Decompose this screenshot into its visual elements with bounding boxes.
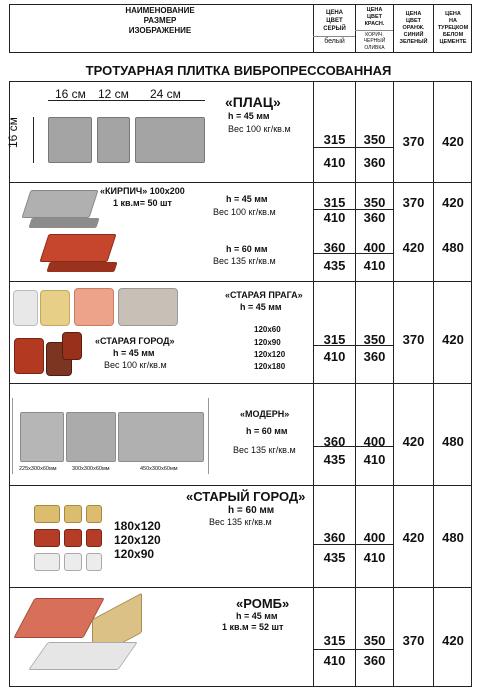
price-red: 350 <box>363 132 386 147</box>
price-red-dark: 360 <box>363 653 386 668</box>
praga-size: 120х180 <box>254 362 286 371</box>
header-text: ЗЕЛЕНЫЙ <box>399 38 428 45</box>
table-divider <box>313 81 314 687</box>
romb-name: «РОМБ» <box>236 596 290 611</box>
gorod-size: 180х120 <box>114 519 161 533</box>
price-gray-white: 435 <box>323 550 346 565</box>
gorod-tile-red-1 <box>34 529 60 547</box>
header-subdivider <box>313 36 355 37</box>
dim-label-12: 12 см <box>98 87 129 101</box>
praga-gorod-weight: Вес 100 кг/кв.м <box>104 360 167 370</box>
header-text: ЦЕНА <box>445 10 461 17</box>
gorod-tile-white-3 <box>86 553 102 571</box>
header-text: НАИМЕНОВАНИЕ <box>125 6 195 15</box>
modern-size: 450х300х60мм <box>140 466 178 472</box>
price-gray: 360 <box>323 240 346 255</box>
dim-label-side: 16 см <box>6 117 20 148</box>
praga-tile-red <box>14 338 44 374</box>
header-text: КРАСН. <box>364 20 385 27</box>
price-orange: 370 <box>402 633 425 648</box>
price-gray: 315 <box>323 195 346 210</box>
header-text: ЧЕРНЫЙ <box>363 38 386 45</box>
gorod-tile-white-2 <box>64 553 82 571</box>
kirpich-per-m2: 1 кв.м= 50 шт <box>113 198 172 208</box>
price-red: 400 <box>363 434 386 449</box>
header-text: СЕРЫЙ <box>323 26 346 32</box>
gorod-tile-yellow-2 <box>64 505 82 523</box>
price-white: 480 <box>442 530 464 545</box>
price-white: 480 <box>442 240 464 255</box>
praga-tile-white <box>13 290 38 326</box>
header-white-column <box>434 6 472 50</box>
praga-tile-darkred <box>62 332 82 360</box>
praga-gorod-height: h = 45 мм <box>113 348 155 358</box>
price-orange: 420 <box>402 530 425 545</box>
header-text: ТУРЕЦКОМ <box>437 24 469 31</box>
price-orange: 370 <box>402 195 425 210</box>
price-subseparator <box>313 649 393 650</box>
price-red: 350 <box>363 332 386 347</box>
praga-height: h = 45 мм <box>240 302 282 312</box>
header-text: ЦВЕТ <box>326 18 343 24</box>
price-white: 420 <box>442 134 464 149</box>
table-divider <box>393 81 394 687</box>
price-white: 420 <box>442 332 464 347</box>
price-red: 350 <box>363 195 386 210</box>
price-red-dark: 360 <box>363 349 386 364</box>
modern-tile-225 <box>20 412 64 462</box>
header-text: КОРИЧ. <box>365 31 384 38</box>
header-red-column <box>356 5 393 29</box>
header-text: ЦЕМЕНТЕ <box>439 38 467 45</box>
praga-gorod-name: «СТАРАЯ ГОРОД» <box>95 336 175 346</box>
price-gray: 360 <box>323 530 346 545</box>
price-white: 480 <box>442 434 464 449</box>
price-red: 400 <box>363 530 386 545</box>
price-gray-white: 410 <box>323 210 346 225</box>
price-gray-white: 435 <box>323 258 346 273</box>
kirpich-h2: h = 60 мм <box>226 244 268 254</box>
price-gray-white: 410 <box>323 653 346 668</box>
header-text: ЦВЕТ <box>366 13 383 20</box>
gorod-height: h = 60 мм <box>228 505 275 516</box>
kirpich-gray-tile-side <box>28 218 99 228</box>
table-divider <box>355 81 356 687</box>
praga-size: 120х120 <box>254 350 286 359</box>
kirpich-name: «КИРПИЧ» 100х200 <box>100 186 185 196</box>
price-orange: 370 <box>402 332 425 347</box>
dim-label-16: 16 см <box>55 87 86 101</box>
price-subseparator <box>313 147 393 148</box>
gorod-size: 120х90 <box>114 547 155 561</box>
price-red-dark: 410 <box>363 550 386 565</box>
gorod-tile-yellow-1 <box>34 505 60 523</box>
price-gray-white: 410 <box>323 155 346 170</box>
modern-size: 225х300х60мм <box>19 466 57 472</box>
price-gray: 315 <box>323 332 346 347</box>
price-gray-white: 435 <box>323 452 346 467</box>
price-white: 420 <box>442 195 464 210</box>
kirpich-w1: Вес 100 кг/кв.м <box>213 207 276 217</box>
gorod-tile-red-3 <box>86 529 102 547</box>
praga-tile-peach <box>74 288 114 326</box>
header-text: ЦЕНА <box>366 6 383 13</box>
plats-tile-16 <box>48 117 92 163</box>
kirpich-w2: Вес 135 кг/кв.м <box>213 256 276 266</box>
modern-name: «МОДЕРН» <box>240 409 290 419</box>
plats-height: h = 45 мм <box>228 111 270 121</box>
gorod-tile-yellow-3 <box>86 505 102 523</box>
price-red-dark: 410 <box>363 452 386 467</box>
plats-weight: Вес 100 кг/кв.м <box>228 124 291 134</box>
header-text: СИНИЙ <box>403 31 424 38</box>
price-gray: 315 <box>323 132 346 147</box>
modern-size: 300х300х60мм <box>72 466 110 472</box>
price-orange: 420 <box>402 434 425 449</box>
price-gray: 360 <box>323 434 346 449</box>
praga-size: 120х90 <box>254 338 281 347</box>
header-text: ЦЕНА <box>405 10 422 17</box>
romb-height: h = 45 мм <box>236 611 278 621</box>
price-red: 400 <box>363 240 386 255</box>
kirpich-red-tile-side <box>46 262 117 272</box>
kirpich-red-tile <box>39 234 116 262</box>
gorod-weight: Вес 135 кг/кв.м <box>209 517 272 527</box>
header-name-column <box>10 6 310 36</box>
table-divider <box>433 81 434 687</box>
dimension-line <box>33 117 34 163</box>
romb-per-m2: 1 кв.м = 52 шт <box>222 622 284 632</box>
price-white: 420 <box>442 633 464 648</box>
header-text: НА <box>449 17 457 24</box>
header-gray-column <box>314 5 355 37</box>
modern-weight: Вес 135 кг/кв.м <box>233 445 296 455</box>
modern-image-border <box>208 398 209 474</box>
row-separator <box>9 383 472 384</box>
header-text: ОРАНЖ. <box>402 24 425 31</box>
header-red-sub <box>356 31 393 52</box>
price-red-dark: 360 <box>363 210 386 225</box>
price-red: 350 <box>363 633 386 648</box>
praga-name: «СТАРАЯ ПРАГА» <box>225 290 303 300</box>
plats-tile-24 <box>135 117 205 163</box>
praga-tile-yellow <box>40 290 70 326</box>
header-text: ИЗОБРАЖЕНИЕ <box>128 26 192 35</box>
header-text: ЦВЕТ <box>405 17 422 24</box>
header-text: РАЗМЕР <box>143 16 177 25</box>
praga-tile-gray <box>118 288 178 326</box>
header-text: ЦЕНА <box>325 10 344 16</box>
modern-height: h = 60 мм <box>246 426 288 436</box>
price-gray: 315 <box>323 633 346 648</box>
kirpich-h1: h = 45 мм <box>226 194 268 204</box>
row-separator <box>9 182 472 183</box>
modern-tile-300 <box>66 412 116 462</box>
modern-tile-450 <box>118 412 204 462</box>
plats-tile-12 <box>97 117 130 163</box>
plats-name: «ПЛАЦ» <box>225 94 281 110</box>
price-orange: 420 <box>402 240 425 255</box>
header-text: ОЛИВКА <box>364 44 385 51</box>
praga-size: 120х60 <box>254 325 281 334</box>
price-gray-white: 410 <box>323 349 346 364</box>
price-orange: 370 <box>402 134 425 149</box>
price-red-dark: 410 <box>363 258 386 273</box>
gorod-tile-white-1 <box>34 553 60 571</box>
price-red-dark: 360 <box>363 155 386 170</box>
header-gray-sub: белый <box>324 38 345 45</box>
section-title: ТРОТУАРНАЯ ПЛИТКА ВИБРОПРЕССОВАННАЯ <box>85 63 392 78</box>
modern-image-border <box>12 398 13 474</box>
dim-label-24: 24 см <box>150 87 181 101</box>
header-text: БЕЛОМ <box>442 31 464 38</box>
kirpich-gray-tile <box>21 190 98 218</box>
gorod-name: «СТАРЫЙ ГОРОД» <box>186 489 306 504</box>
row-separator <box>9 587 472 588</box>
gorod-tile-red-2 <box>64 529 82 547</box>
header-orange-column <box>394 6 433 50</box>
row-separator <box>9 485 472 486</box>
gorod-size: 120х120 <box>114 533 161 547</box>
row-separator <box>9 281 472 282</box>
